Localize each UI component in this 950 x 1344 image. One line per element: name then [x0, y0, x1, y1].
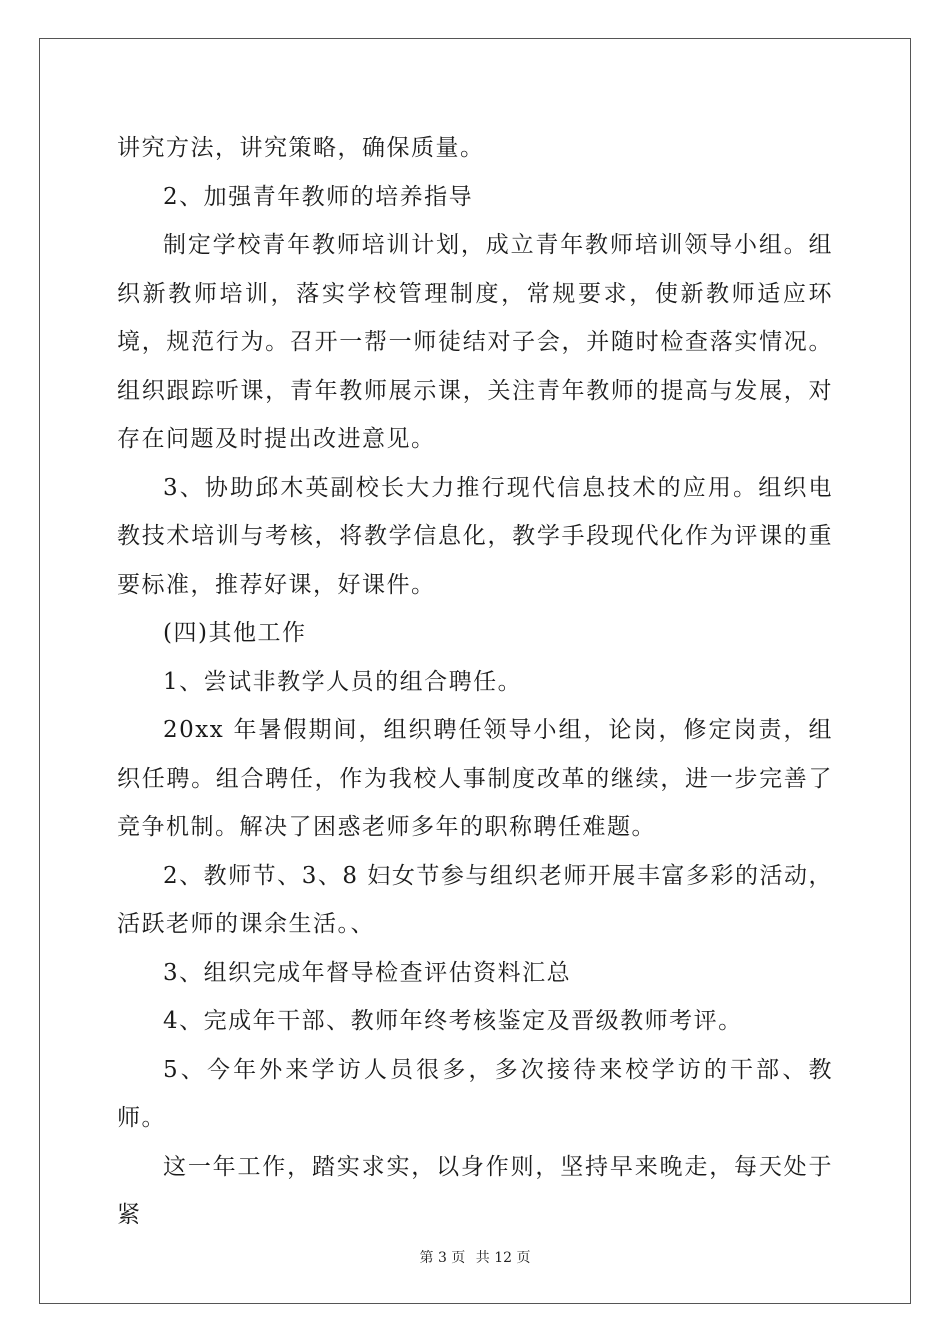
paragraph-4: 3、协助邱木英副校长大力推行现代信息技术的应用。组织电教技术培训与考核，将教学信息化，教学手段现代化作为评课的重要标准，推荐好课，好课件。 — [117, 474, 833, 598]
paragraph-7: 20xx 年暑假期间，组织聘任领导小组，论岗，修定岗责，组织任聘。组合聘任，作为我校人事制度改革的继续，进一步完善了竞争机制。解决了困惑老师多年的职称聘任难题。 — [117, 717, 833, 840]
paragraph-9: 3、组织完成年督导检查评估资料汇总 — [163, 959, 572, 986]
paragraph-11: 5、今年外来学访人员很多，多次接待来校学访的干部、教师。 — [117, 1056, 833, 1131]
document-body — [117, 124, 833, 1240]
section-heading: (四)其他工作 — [163, 620, 307, 646]
paragraph-10: 4、完成年干部、教师年终考核鉴定及晋级教师考评。 — [163, 1008, 743, 1034]
total-pages: 共 12 页 — [475, 1250, 531, 1266]
paragraph-6: 1、尝试非教学人员的组合聘任。 — [163, 668, 523, 695]
paragraph-2: 2、加强青年教师的培养指导 — [163, 183, 474, 210]
paragraph-12: 这一年工作，踏实求实，以身作则，坚持早来晚走，每天处于紧 — [117, 1153, 833, 1228]
page-footer — [0, 1247, 950, 1267]
paragraph-8: 2、教师节、3、8 妇女节参与组织老师开展丰富多彩的活动，活跃老师的课余生活。、 — [117, 862, 833, 937]
page-number: 第 3 页 — [419, 1250, 466, 1266]
paragraph-3: 制定学校青年教师培训计划，成立青年教师培训领导小组。组织新教师培训，落实学校管理制度，常规要求，使新教师适应环境，规范行为。召开一帮一师徒结对子会，并随时检查落实情况。组织跟踪听课，青年教师展示课，关注青年教师的提高与发展，对存在问题及时提出改进意见。 — [117, 232, 833, 452]
paragraph-1: 讲究方法，讲究策略，确保质量。 — [117, 135, 485, 161]
